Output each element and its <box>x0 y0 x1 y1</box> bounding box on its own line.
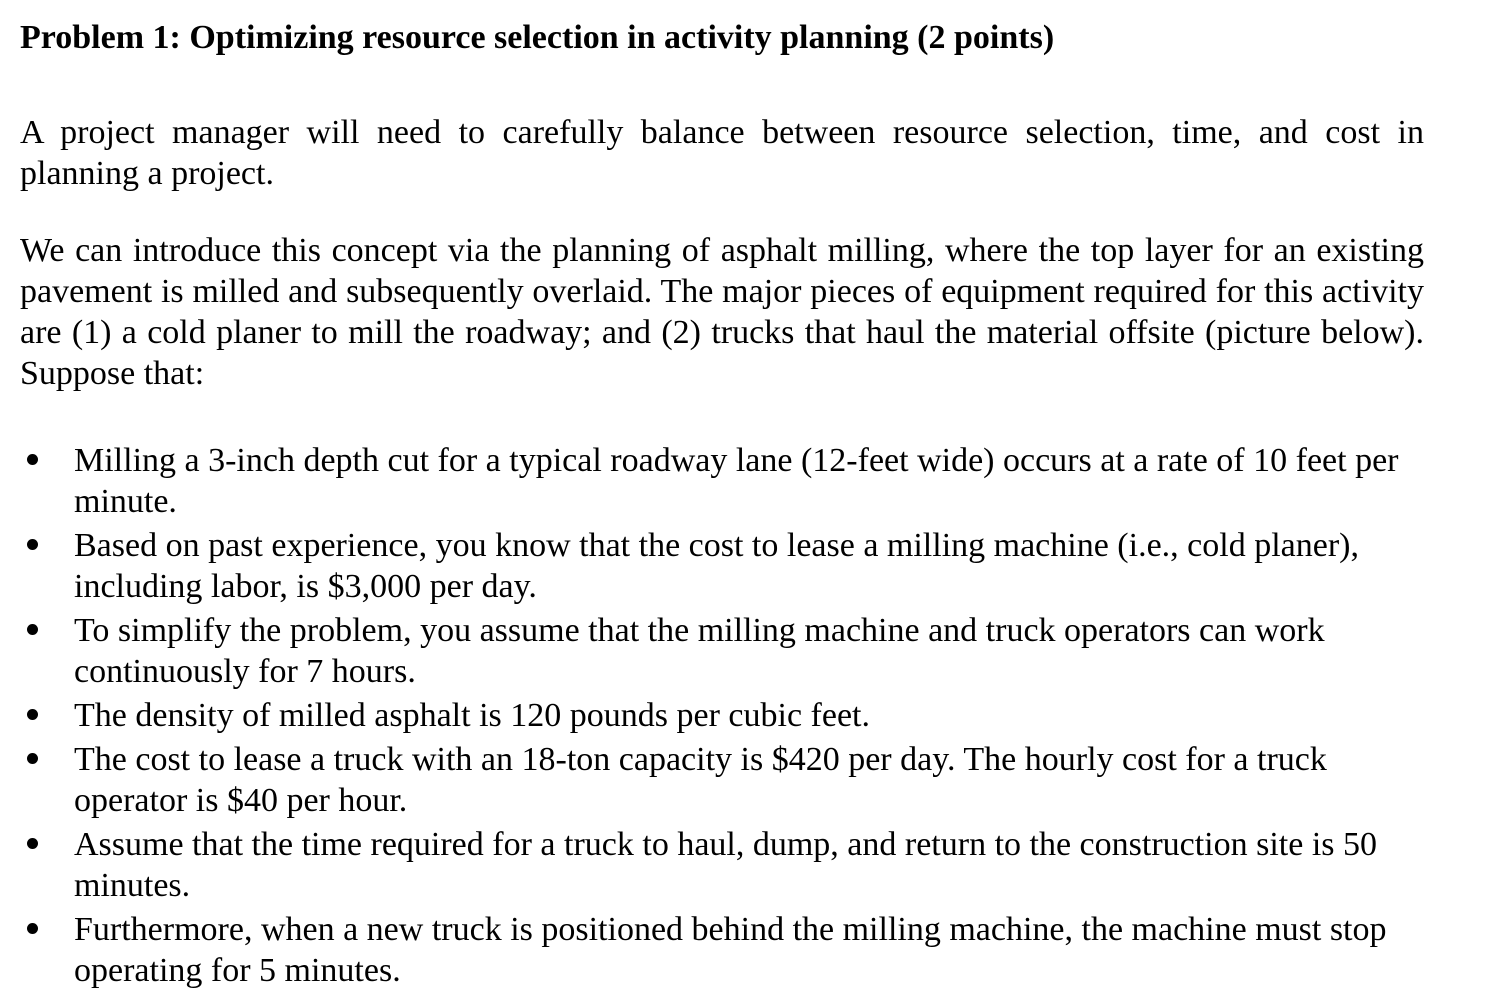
document-page <box>20 16 1424 994</box>
list-item <box>20 440 1424 522</box>
bullet-icon <box>27 923 38 934</box>
list-item-text: The cost to lease a truck with an 18-ton capacity is $420 per day. The hourly cost for a truck operator is $40 per hour. <box>74 741 1327 819</box>
list-item-text: To simplify the problem, you assume that the milling machine and truck operators can work continuously for 7 hours. <box>74 612 1325 690</box>
bullet-icon <box>27 838 38 849</box>
bullet-icon <box>27 624 38 635</box>
list-item <box>20 695 1424 736</box>
list-item <box>20 739 1424 821</box>
list-item-text: Based on past experience, you know that the cost to lease a milling machine (i.e., cold planer), including labor, is $3,000 per day. <box>74 527 1359 605</box>
bullet-icon <box>27 753 38 764</box>
list-item-text: Milling a 3-inch depth cut for a typical roadway lane (12-feet wide) occurs at a rate of 10 feet per minute. <box>74 442 1399 520</box>
list-item <box>20 610 1424 692</box>
list-item <box>20 525 1424 607</box>
list-item <box>20 909 1424 991</box>
list-item-text: Furthermore, when a new truck is positioned behind the milling machine, the machine must stop operating for 5 minutes. <box>74 911 1387 989</box>
intro-paragraph: A project manager will need to carefully balance between resource selection, time, and cost in planning a project. <box>20 114 1424 192</box>
problem-title: Problem 1: Optimizing resource selection in activity planning (2 points) <box>20 19 1055 56</box>
bullet-icon <box>27 539 38 550</box>
assumptions-list <box>20 440 1424 991</box>
bullet-icon <box>27 454 38 465</box>
list-item <box>20 824 1424 906</box>
context-paragraph: We can introduce this concept via the planning of asphalt milling, where the top layer for an existing pavement is milled and subsequently overlaid. The major pieces of equipment required for this activity are (1) a cold planer to mill the roadway; and (2) trucks that haul the material offsite (picture below). Suppose that: <box>20 232 1424 392</box>
bullet-icon <box>27 709 38 720</box>
list-item-text: Assume that the time required for a truck to haul, dump, and return to the construction site is 50 minutes. <box>74 826 1378 904</box>
list-item-text: The density of milled asphalt is 120 pounds per cubic feet. <box>74 697 870 734</box>
